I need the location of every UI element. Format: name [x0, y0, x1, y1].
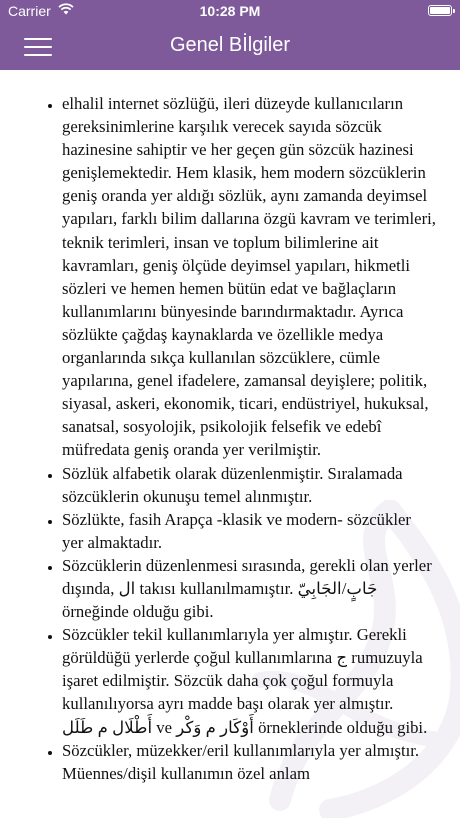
list-item: • Sözlükte, fasih Arapça -klasik ve modern- sözcükler yer almaktadır. — [62, 508, 436, 554]
page-title: Genel Bİlgiler — [169, 34, 291, 56]
list-item: • Sözcükler, müzekker/eril kullanımlarıyla yer almıştır. Müennes/dişil kullanımın özel anlam — [62, 739, 436, 785]
info-list — [0, 70, 460, 785]
status-bar — [0, 0, 460, 22]
battery-icon — [428, 5, 452, 16]
carrier-label: Carrier — [8, 3, 51, 19]
nav-bar — [0, 22, 460, 70]
list-item: • Sözlük alfabetik olarak düzenlenmiştir. Sıralamada sözcüklerin okunuşu temel alınmıştır. — [62, 462, 436, 508]
list-item: • Sözcüklerin düzenlenmesi sırasında, gerekli olan yerler dışında, ال takısı kullanılmamıştır. جَابٍ/الجَابِيّ örneğinde olduğu gibi. — [62, 554, 436, 623]
list-item: • Sözcükler tekil kullanımlarıyla yer almıştır. Gerekli görüldüğü yerlerde çoğul kullanımlarına ج rumuzuyla işaret edilmiştir. Sözcük daha çok çoğul formuyla kullanılıyorsa ayrı madde başı olarak yer almıştır. أَطْلَال م طَلَل ve أَوْكَار م وَكْر örneklerinde olduğu gibi. — [62, 623, 436, 738]
info-content[interactable] — [0, 70, 460, 818]
list-item: • elhalil internet sözlüğü, ileri düzeyde kullanıcıların gereksinimlerine karşılık verecek sayıda sözcük hazinesine sahiptir ve her geçen gün sözcük hazinesi genişlemektedir. Hem klasik, hem modern sözcüklerin geniş oranda yer aldığı sözlük, aynı zamanda deyimsel yapıları, farklı bilim dallarına özgü kavram ve terimleri, teknik terimleri, insan ve toplum bilimlerine ait kavramları, geniş ölçüde deyimsel yapıları, hikmetli sözleri ve hemen hemen bütün edat ve bağlaçların kullanımlarını bünyesinde barındırmaktadır. Ayrıca sözlükte çağdaş kaynaklarda ve özellikle medya organlarında sıkça kullanılan sözcüklere, cümle yapılarına, genel ifadelere, zamansal deyişlere; politik, siyasal, askeri, ekonomik, ticari, endüstriyel, hukuksal, sanatsal, sosyolojik, psikolojik felsefik ve edebî müfredata geniş oranda yer verilmiştir. — [62, 92, 436, 462]
status-time: 10:28 PM — [199, 3, 261, 19]
